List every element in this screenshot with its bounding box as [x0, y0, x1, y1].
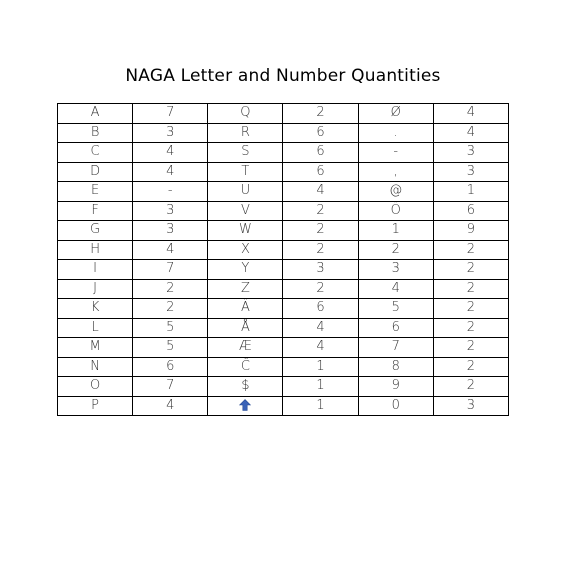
table-row: [58, 377, 509, 397]
table-cell: 2: [433, 279, 508, 299]
table-cell: 5: [133, 318, 208, 338]
table-cell: R: [208, 123, 283, 143]
table-cell: 2: [358, 240, 433, 260]
table-row: [58, 201, 509, 221]
table-cell: 6: [133, 357, 208, 377]
table-cell: 2: [433, 377, 508, 397]
table-cell: 2: [283, 221, 358, 241]
table-cell: 2: [133, 279, 208, 299]
table-cell: D: [58, 162, 133, 182]
table-cell: 3: [133, 201, 208, 221]
table-row: [58, 279, 509, 299]
table-cell: 2: [433, 299, 508, 319]
table-cell: 4: [133, 162, 208, 182]
table-cell: 3: [433, 143, 508, 163]
table-cell: A: [58, 104, 133, 124]
table-cell: I: [58, 260, 133, 280]
table-row: [58, 260, 509, 280]
table-row: [58, 318, 509, 338]
table-row: [58, 104, 509, 124]
table-cell: 9: [433, 221, 508, 241]
table-cell: 3: [433, 396, 508, 416]
table-cell: 7: [133, 260, 208, 280]
table-cell: 3: [358, 260, 433, 280]
table-cell: Z: [208, 279, 283, 299]
table-cell: B: [58, 123, 133, 143]
table-cell: 2: [283, 240, 358, 260]
table-cell: F: [58, 201, 133, 221]
table-cell: 6: [358, 318, 433, 338]
table-cell: M: [58, 338, 133, 358]
table-cell: 4: [133, 396, 208, 416]
table-cell: 1: [433, 182, 508, 202]
table-cell: 3: [283, 260, 358, 280]
table-cell: T: [208, 162, 283, 182]
table-cell: 6: [283, 299, 358, 319]
table-cell: 1: [283, 357, 358, 377]
table-cell: 0: [358, 396, 433, 416]
table-cell: H: [58, 240, 133, 260]
table-cell: 2: [433, 260, 508, 280]
table-cell: 2: [433, 338, 508, 358]
table-cell: -: [358, 143, 433, 163]
table-cell: 4: [283, 182, 358, 202]
table-cell: @: [358, 182, 433, 202]
table-cell: Å: [208, 318, 283, 338]
table-row: [58, 299, 509, 319]
table-cell-arrow: [208, 396, 283, 416]
table-cell: 9: [358, 377, 433, 397]
table-cell: Ä: [208, 299, 283, 319]
table-cell: 2: [433, 240, 508, 260]
table-cell: 4: [283, 318, 358, 338]
table-cell: P: [58, 396, 133, 416]
table-cell: C: [58, 143, 133, 163]
table-cell: Y: [208, 260, 283, 280]
table-cell: 6: [283, 162, 358, 182]
quantities-table-body: [58, 104, 509, 416]
table-cell: 1: [283, 396, 358, 416]
up-arrow-icon: [239, 399, 251, 411]
table-cell: 4: [433, 104, 508, 124]
table-row: [58, 396, 509, 416]
table-cell: 2: [283, 201, 358, 221]
table-cell: ,: [358, 162, 433, 182]
table-cell: O: [58, 377, 133, 397]
table-cell: 4: [433, 123, 508, 143]
table-cell: L: [58, 318, 133, 338]
table-row: [58, 338, 509, 358]
table-cell: 7: [133, 377, 208, 397]
table-row: [58, 162, 509, 182]
table-cell: 2: [283, 104, 358, 124]
table-cell: W: [208, 221, 283, 241]
table-cell: S: [208, 143, 283, 163]
table-cell: Ø: [358, 104, 433, 124]
table-cell: 6: [283, 143, 358, 163]
table-cell: Ĉ: [208, 357, 283, 377]
table-cell: Æ: [208, 338, 283, 358]
table-cell: 7: [358, 338, 433, 358]
page-title: NAGA Letter and Number Quantities: [125, 66, 441, 86]
table-cell: 4: [358, 279, 433, 299]
table-row: [58, 143, 509, 163]
table-cell: 4: [133, 240, 208, 260]
table-cell: 2: [283, 279, 358, 299]
table-row: [58, 240, 509, 260]
table-cell: N: [58, 357, 133, 377]
table-cell: 5: [133, 338, 208, 358]
table-cell: J: [58, 279, 133, 299]
table-cell: Q: [208, 104, 283, 124]
table-row: [58, 182, 509, 202]
table-row: [58, 123, 509, 143]
table-cell: 6: [283, 123, 358, 143]
table-row: [58, 357, 509, 377]
table-cell: 4: [133, 143, 208, 163]
table-cell: X: [208, 240, 283, 260]
table-cell: $: [208, 377, 283, 397]
table-cell: 4: [283, 338, 358, 358]
table-row: [58, 221, 509, 241]
table-cell: V: [208, 201, 283, 221]
table-cell: G: [58, 221, 133, 241]
table-cell: 3: [133, 221, 208, 241]
table-cell: 2: [133, 299, 208, 319]
table-cell: 7: [133, 104, 208, 124]
table-cell: -: [133, 182, 208, 202]
table-cell: 1: [283, 377, 358, 397]
table-cell: 5: [358, 299, 433, 319]
table-cell: U: [208, 182, 283, 202]
table-cell: E: [58, 182, 133, 202]
table-cell: 2: [433, 318, 508, 338]
table-cell: 3: [133, 123, 208, 143]
table-cell: 1: [358, 221, 433, 241]
quantities-table: [57, 103, 509, 416]
table-cell: .: [358, 123, 433, 143]
table-cell: 2: [433, 357, 508, 377]
table-cell: 6: [433, 201, 508, 221]
table-cell: K: [58, 299, 133, 319]
table-cell: 3: [433, 162, 508, 182]
table-cell: Ö: [358, 201, 433, 221]
table-cell: 8: [358, 357, 433, 377]
